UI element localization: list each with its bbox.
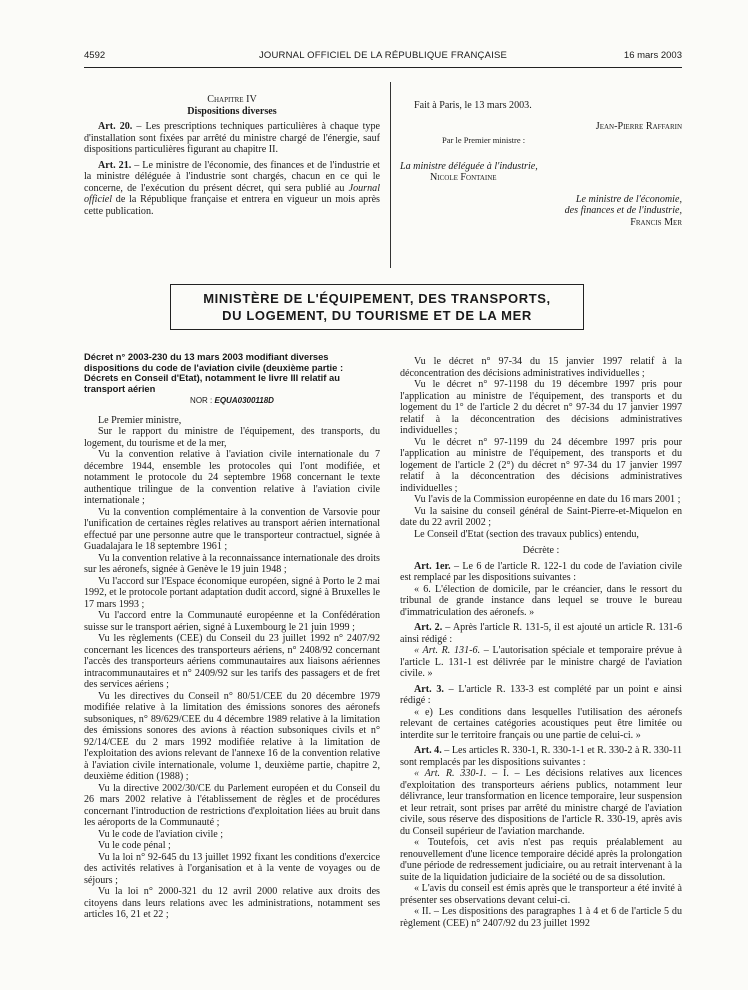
art3-text: – L'article R. 133-3 est complété par un point e ainsi rédigé : xyxy=(400,683,683,706)
visa-paragraph: Le Premier ministre, xyxy=(98,414,182,426)
article-3-quote: « e) Les conditions dans lesquelles l'utilisation des aéronefs relevant de certaines catégories acoustiques peut être limitée ou interdite sur le territoire français ou une partie de celui-ci. » xyxy=(400,706,682,741)
art3-label: Art. 3. xyxy=(414,683,444,695)
article-20 xyxy=(84,121,380,156)
visa-paragraph: Vu l'accord sur l'Espace économique européen, signé à Porto le 2 mai 1992, et le protocole portant adaptation dudit accord, signé à Bruxelles le 17 mars 1993 ; xyxy=(84,575,380,610)
decret-left-column xyxy=(84,352,380,921)
art2-quote-ref: « Art. R. 131-6. xyxy=(414,645,481,656)
art4-quote-text: – I. – Les décisions relatives aux licences d'exploitation des transporteurs aériens publics, notamment leur délivrance, leur transformation en licence temporaire, leur suspension et leur retrait, sont prises par arrêté du ministre chargé de l'aviation civile, sous réserve des dispositions de l'article R. 330-19, après avis du Conseil supérieur de l'aviation marchande. xyxy=(400,768,682,837)
ministre-eco-title-1: Le ministre de l'économie, xyxy=(575,193,682,205)
visa-paragraph: Vu les directives du Conseil n° 80/51/CEE du 20 décembre 1979 modifiée relative à la limitation des émissions sonores des aéronefs subsoniques, n° 89/629/CEE du 4 décembre 1989 relative à la limitation des émissions sonores des avions à réaction subsoniques civils et n° 92/14/CEE du 2 mars 1992 modifiée relative à la limitation de l'exploitation des avions relevant de l'annexe 16 de la convention relative à l'aviation civile internationale, volume 1, deuxième partie, chapitre 2, deuxième édition (1988) ; xyxy=(84,690,380,783)
signer-name: Jean-Pierre Raffarin xyxy=(595,120,682,132)
article-2-quote xyxy=(400,645,682,680)
art4-label: Art. 4. xyxy=(414,745,442,756)
nor-label: NOR : xyxy=(190,396,215,406)
publication-date: 16 mars 2003 xyxy=(623,50,682,61)
page-number: 4592 xyxy=(84,50,106,61)
chapter-section xyxy=(84,94,380,217)
nor-reference xyxy=(84,395,380,407)
art2-quote-text: – L'autorisation spéciale et temporaire prévue à l'article L. 131-1 est délivrée par le ministre chargé de l'aviation civile. » xyxy=(400,645,682,679)
article-2 xyxy=(400,622,682,645)
visa-paragraph: Vu la convention relative à l'aviation civile internationale du 7 décembre 1944, ensemble les protocoles qui l'ont modifiée, et notamment le protocole du 24 septembre 1968 concernant le texte authentique trilingue de la convention relative à l'aviation civile internationale ; xyxy=(84,449,380,507)
visa-paragraph: Vu la loi n° 92-645 du 13 juillet 1992 fixant les conditions d'exercice des activités relatives à l'organisation et à la vente de voyages ou de séjours ; xyxy=(84,851,380,886)
article-4-paragraph-3: « L'avis du conseil est émis après que le transporteur a été invité à présenter ses observations devant celui-ci. xyxy=(400,883,682,906)
visa-paragraph: Vu le décret n° 97-1199 du 24 décembre 1997 pris pour l'application au ministre de l'équipement, des transports et du logement de l'article 2 (2°) du décret n° 97-34 du 17 janvier 1997 relatif à la déconcentration des décisions administratives individuelles ; xyxy=(400,436,682,494)
visa-paragraph: Vu le code de l'aviation civile ; xyxy=(98,828,224,840)
art21-text-1: – Le ministre de l'économie, des finances et de l'industrie et la ministre déléguée à l'industrie sont chargés, chacun en ce qui le concerne, de l'exécution du présent décret, qui sera publié au xyxy=(84,159,380,194)
art21-text-2: de la République française et entrera en vigueur un mois après cette publication. xyxy=(84,194,380,217)
running-header xyxy=(84,50,682,68)
decrete: Décrète : xyxy=(522,545,560,556)
fait-a-paris: Fait à Paris, le 13 mars 2003. xyxy=(414,100,532,111)
visa-paragraph: Vu la loi n° 2000-321 du 12 avril 2000 relative aux droits des citoyens dans leurs relations avec les administrations, notamment ses articles 16, 21 et 22 ; xyxy=(84,886,380,921)
article-4 xyxy=(400,745,682,768)
art1-label: Art. 1er. xyxy=(414,560,451,572)
ministre-deleguee-title: La ministre déléguée à l'industrie, xyxy=(400,160,538,172)
visa-paragraph: Vu le décret n° 97-1198 du 19 décembre 1997 pris pour l'application au ministre de l'équipement, des transports et du logement du 1° de l'article 2 du décret n° 97-34 du 17 janvier 1997 relatif à la déconcentration des décisions administratives individuelles ; xyxy=(400,379,682,436)
ministre-deleguee-name: Nicole Fontaine xyxy=(430,172,497,183)
signature-block xyxy=(400,100,682,228)
art21-jo: Journal officiel xyxy=(84,182,380,205)
article-21 xyxy=(84,160,380,218)
visa-paragraph: Sur le rapport du ministre de l'équipement, des transports, du logement, du tourisme et de la mer, xyxy=(84,426,380,449)
visas-list-continued xyxy=(400,356,682,540)
article-3 xyxy=(400,684,682,707)
decret-title: Décret n° 2003-230 du 13 mars 2003 modifiant diverses dispositions du code de l'aviation civile (deuxième partie : Décrets en Conseil d'Etat), notamment le livre III relatif au transport aérien xyxy=(84,351,344,394)
ministre-eco-title-2: des finances et de l'industrie, xyxy=(564,205,682,216)
visa-paragraph: Vu le code pénal ; xyxy=(98,840,171,852)
article-4-paragraph-2: « Toutefois, cet avis n'est pas requis préalablement au renouvellement d'une licence temporaire décidé après la prolongation d'une période de redressement judiciaire, ou au retrait intervenant à la suite de la liquidation judiciaire de la société ou de sa dissolution. xyxy=(400,837,682,883)
ministry-banner xyxy=(170,284,584,330)
art4-quote-ref: « Art. R. 330-1. xyxy=(414,768,487,779)
article-4-paragraph-4: « II. – Les dispositions des paragraphes 1 à 4 et 6 de l'article 5 du règlement (CEE) n° 2407/92 du 23 juillet 1992 xyxy=(400,906,682,929)
ministre-eco-name: Francis Mer xyxy=(630,216,682,228)
journal-title: JOURNAL OFFICIEL DE LA RÉPUBLIQUE FRANÇAISE xyxy=(258,50,508,61)
visa-paragraph: Vu la directive 2002/30/CE du Parlement européen et du Conseil du 26 mars 2002 relative à l'établissement de règles et de procédures concernant l'introduction de restrictions d'exploitation liées au bruit dans les aéroports de la Communauté ; xyxy=(84,782,380,829)
art20-label: Art. 20. xyxy=(98,121,133,132)
art2-text: – Après l'article R. 131-5, il est ajouté un article R. 131-6 ainsi rédigé : xyxy=(400,622,683,645)
visa-paragraph: Vu l'accord entre la Communauté européenne et la Confédération suisse sur le transport aérien, signé à Luxembourg le 21 juin 1999 ; xyxy=(84,610,380,633)
article-4-quote xyxy=(400,768,682,837)
visa-paragraph: Vu la convention relative à la reconnaissance internationale des droits sur les aéronefs, signée à Genève le 19 juin 1948 ; xyxy=(84,552,380,576)
art20-text: – Les prescriptions techniques particulières à chaque type d'installation sont fixées par arrêté du ministre chargé de l'énergie, sauf dispositions particulières figurant au chapitre II. xyxy=(84,121,380,155)
visa-paragraph: Vu la saisine du conseil général de Saint-Pierre-et-Miquelon en date du 22 avril 2002 ; xyxy=(400,505,682,528)
art2-label: Art. 2. xyxy=(414,622,443,633)
visas-list xyxy=(84,415,380,921)
par-le-premier-ministre: Par le Premier ministre : xyxy=(442,135,526,145)
chapter-heading: Chapitre IV xyxy=(207,94,257,105)
visa-paragraph: Le Conseil d'Etat (section des travaux publics) entendu, xyxy=(414,528,639,540)
ministry-line-1: MINISTÈRE DE L'ÉQUIPEMENT, DES TRANSPORTS, xyxy=(203,291,551,306)
visa-paragraph: Vu l'avis de la Commission européenne en date du 16 mars 2001 ; xyxy=(414,494,681,505)
art1-text: – Le 6 de l'article R. 122-1 du code de l'aviation civile est remplacé par les dispositions suivantes : xyxy=(400,560,683,583)
nor-code: EQUA0300118D xyxy=(214,396,274,406)
decret-right-column xyxy=(400,356,682,929)
article-1 xyxy=(400,561,682,584)
visa-paragraph: Vu la convention complémentaire à la convention de Varsovie pour l'unification de certaines règles relatives au transport aérien international effectué par une personne autre que le transporteur contractuel, signée à Guadalajara le 18 septembre 1961 ; xyxy=(84,506,380,553)
visa-paragraph: Vu le décret n° 97-34 du 15 janvier 1997 relatif à la déconcentration des décisions administratives individuelles ; xyxy=(400,356,682,379)
chapter-title: Dispositions diverses xyxy=(187,105,277,117)
ministry-line-2: DU LOGEMENT, DU TOURISME ET DE LA MER xyxy=(222,308,532,323)
article-1-quote: « 6. L'élection de domicile, par le créancier, dans le ressort du tribunal de grande instance dans lequel se trouve le bureau d'immatriculation des aéronefs. » xyxy=(400,583,682,618)
art21-label: Art. 21. xyxy=(98,159,132,171)
column-divider xyxy=(390,82,391,268)
visa-paragraph: Vu les règlements (CEE) du Conseil du 23 juillet 1992 n° 2407/92 concernant les licences des transporteurs aériens, n° 2408/92 concernant l'accès des transporteurs aériens communautaires aux liaisons aériennes intracommunautaires et n° 2409/92 sur les tarifs des passagers et de fret des services aériens ; xyxy=(84,633,380,691)
art4-text: – Les articles R. 330-1, R. 330-1-1 et R. 330-2 à R. 330-11 sont remplacés par les dispositions suivantes : xyxy=(400,745,683,768)
